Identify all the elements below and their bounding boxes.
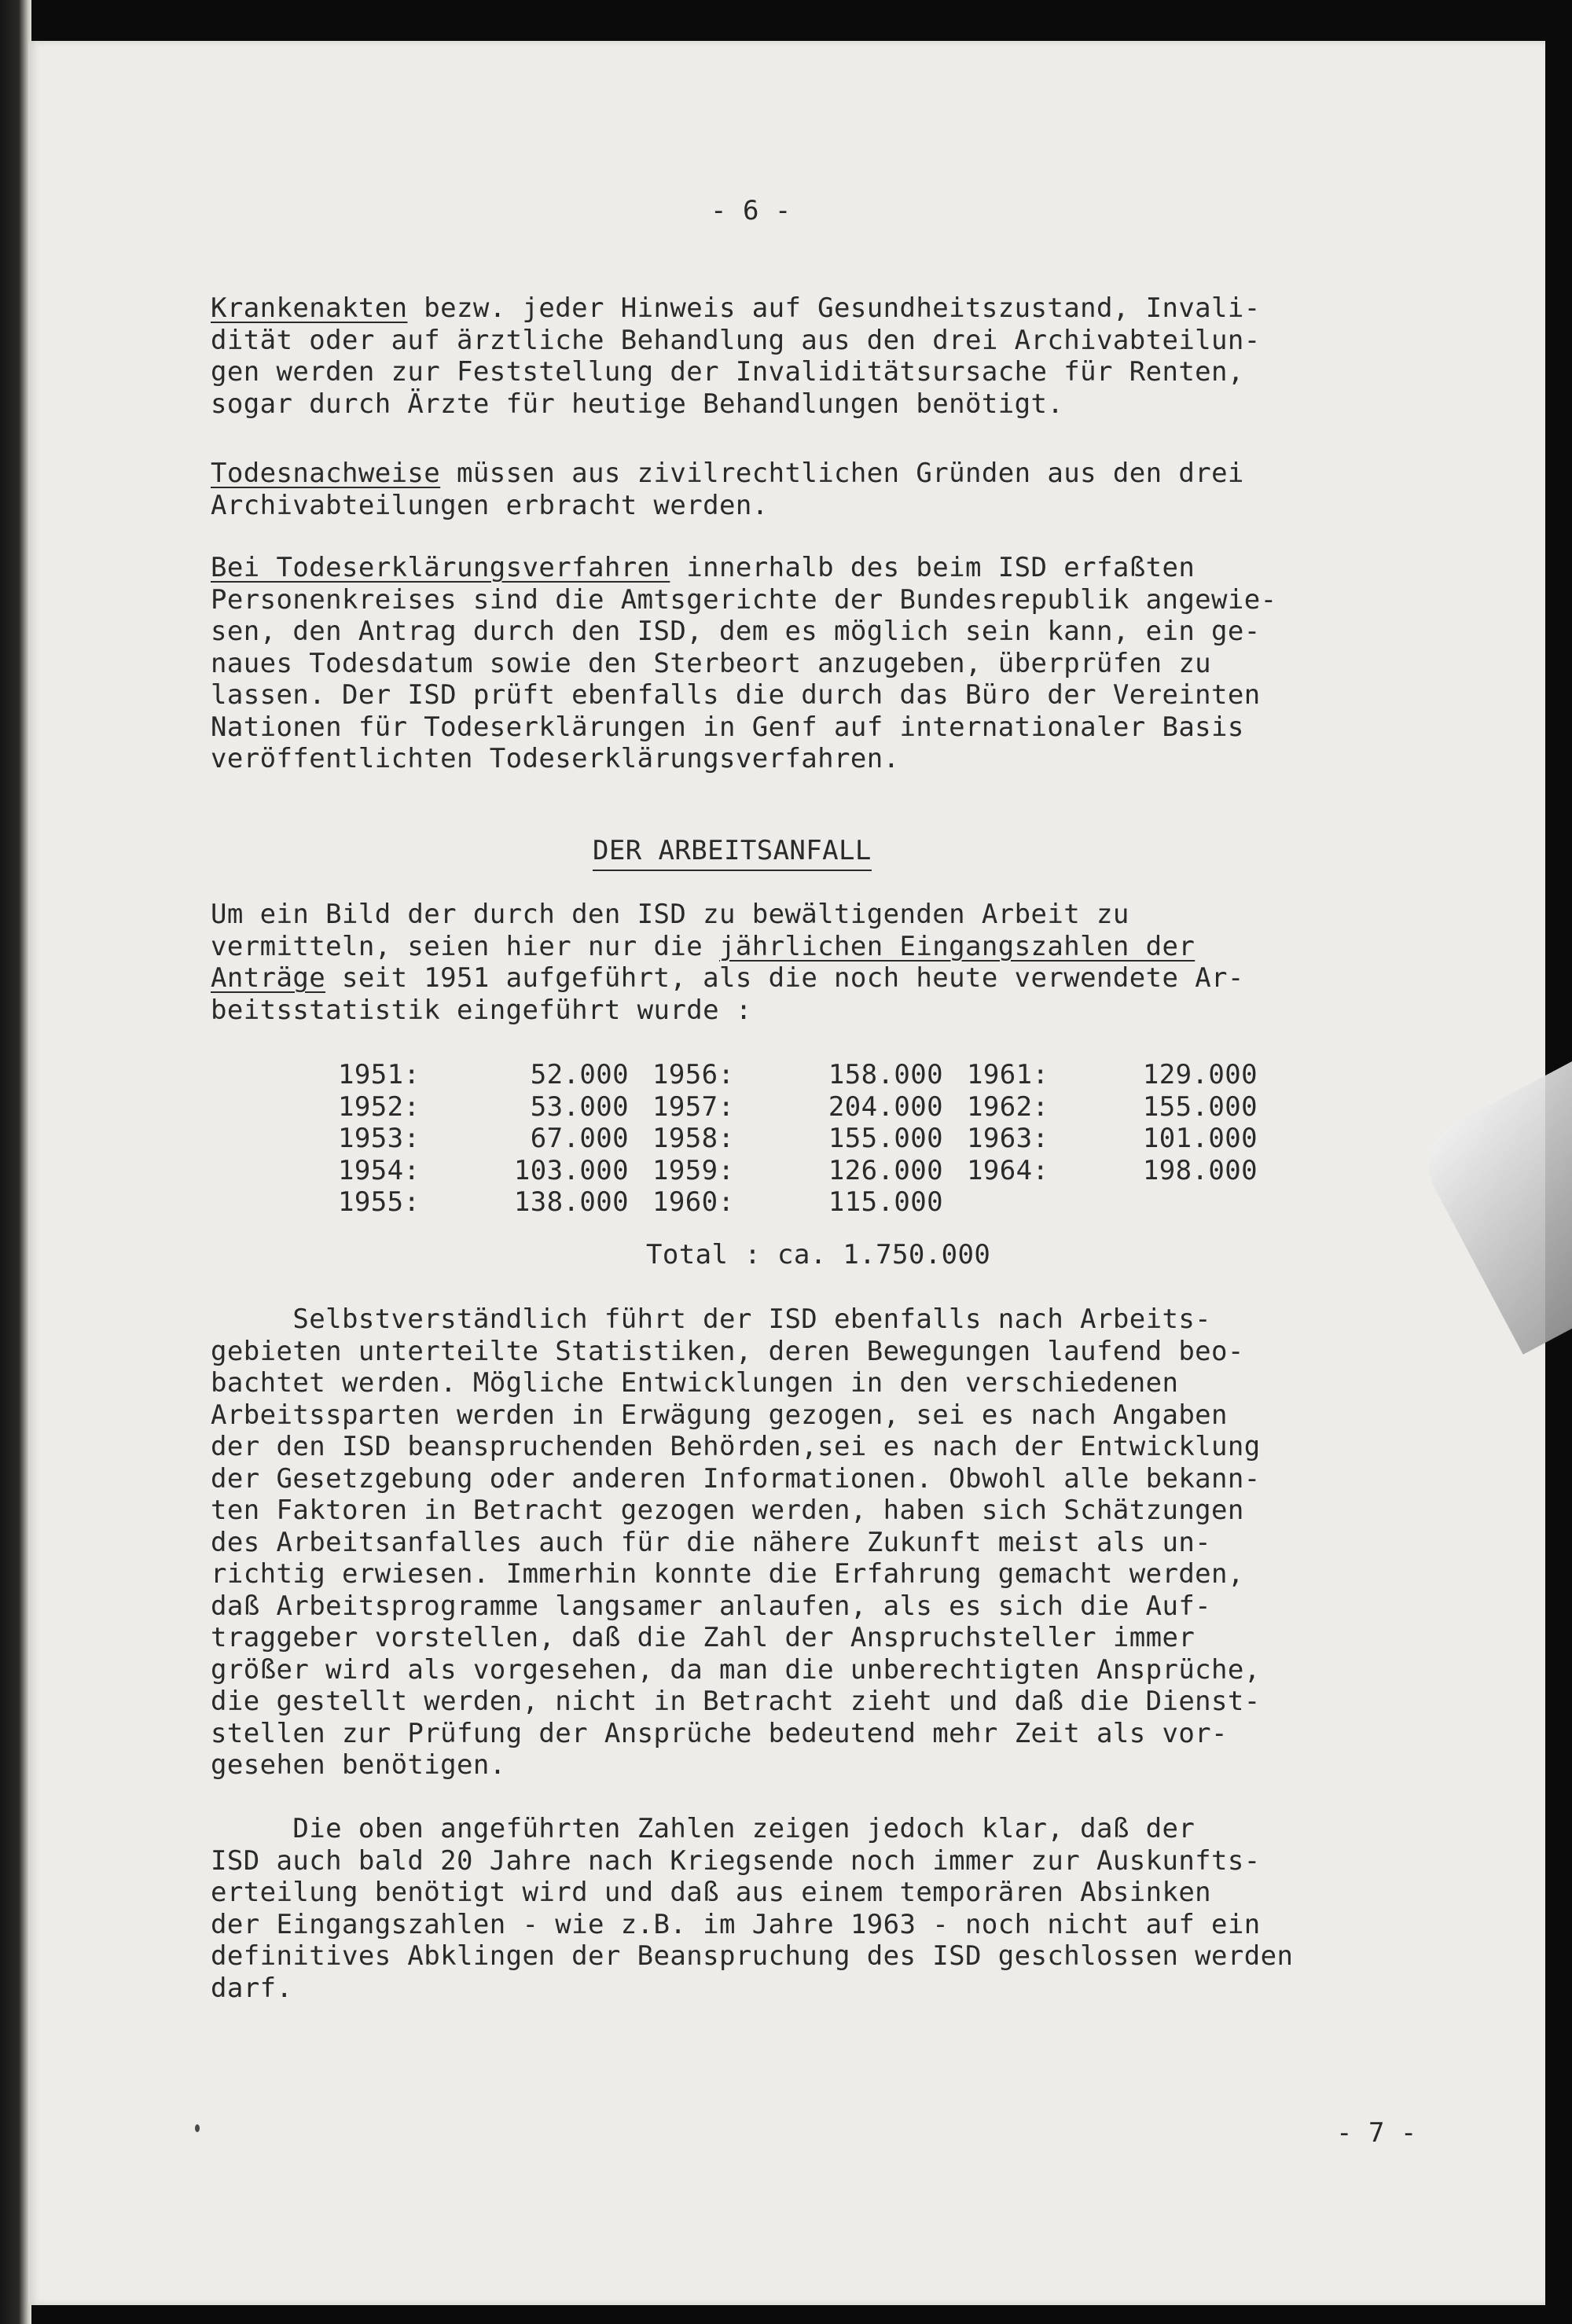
- year-cell: 1951:: [338, 1059, 421, 1091]
- count-cell: [1077, 1186, 1281, 1219]
- paragraph-krankenakten: [211, 292, 1335, 420]
- paragraph-statistiken: [211, 1304, 1335, 1782]
- count-cell: 53.000: [530, 1090, 629, 1123]
- year-cell: 1957:: [652, 1090, 735, 1123]
- year-cell: 1962:: [967, 1090, 1049, 1123]
- count-cell: 155.000: [1142, 1090, 1258, 1123]
- text-line: sogar durch Ärzte für heutige Behandlungen benötigt.: [211, 388, 1064, 420]
- text-line: ISD auch bald 20 Jahre nach Kriegsende noch immer zur Auskunfts-: [211, 1844, 1261, 1877]
- statistics-row: [338, 1186, 1281, 1219]
- paragraph-todesnachweise: [211, 458, 1335, 521]
- year-cell: 1952:: [338, 1090, 421, 1123]
- text-line: stellen zur Prüfung der Ansprüche bedeutend mehr Zeit als vor-: [211, 1717, 1228, 1749]
- year-cell: 1954:: [338, 1154, 421, 1186]
- year-cell: 1956:: [652, 1059, 735, 1091]
- term-todesnachweise: Todesnachweise: [211, 458, 441, 489]
- text-line: der den ISD beanspruchenden Behörden,sei es nach der Entwicklung: [211, 1431, 1261, 1462]
- yearly-statistics-table: [338, 1059, 1281, 1219]
- year-cell: 1961:: [967, 1059, 1049, 1091]
- statistics-total: Total : ca. 1.750.000: [646, 1239, 991, 1270]
- text-line: lassen. Der ISD prüft ebenfalls die durch das Büro der Vereinten: [211, 679, 1261, 711]
- count-cell: 204.000: [828, 1090, 943, 1123]
- count-cell: 138.000: [513, 1186, 629, 1219]
- book-spine: [0, 0, 31, 2324]
- text-line: richtig erwiesen. Immerhin konnte die Erfahrung gemacht werden,: [211, 1558, 1244, 1590]
- underlined-phrase: Anträge: [211, 962, 326, 994]
- section-heading: [593, 835, 872, 866]
- count-cell: 101.000: [1142, 1123, 1258, 1155]
- text-line: seit 1951 aufgeführt, als die noch heute verwendete Ar-: [325, 962, 1244, 994]
- next-page-number: - 7 -: [1336, 2117, 1417, 2149]
- year-cell: 1955:: [338, 1186, 421, 1219]
- text-line: darf.: [211, 1972, 293, 2004]
- text-line: Archivabteilungen erbracht werden.: [211, 489, 769, 521]
- paragraph-schluss: [211, 1813, 1335, 2004]
- text-line: Nationen für Todeserklärungen in Genf auf internationaler Basis: [211, 711, 1244, 743]
- text-line: Die oben angeführten Zahlen zeigen jedoch klar, daß der: [211, 1813, 1196, 1844]
- text-line: Personenkreises sind die Amtsgerichte der Bundesrepublik angewie-: [211, 583, 1277, 616]
- year-cell: 1953:: [338, 1123, 421, 1155]
- statistics-row: [338, 1091, 1281, 1123]
- text-line: müssen aus zivilrechtlichen Gründen aus den drei: [440, 458, 1244, 489]
- text-line: daß Arbeitsprogramme langsamer anlaufen, als es sich die Auf-: [211, 1590, 1212, 1622]
- text-line: Selbstverständlich führt der ISD ebenfalls nach Arbeits-: [211, 1304, 1212, 1335]
- text-line: gebieten unterteilte Statistiken, deren Bewegungen laufend beo-: [211, 1335, 1244, 1367]
- text-line: der Eingangszahlen - wie z.B. im Jahre 1963 - noch nicht auf ein: [211, 1908, 1261, 1940]
- count-cell: 126.000: [828, 1154, 943, 1186]
- text-line: naues Todesdatum sowie den Sterbeort anzugeben, überprüfen zu: [211, 647, 1212, 679]
- text-line: gen werden zur Feststellung der Invaliditätsursache für Renten,: [211, 356, 1244, 388]
- year-cell: 1959:: [652, 1154, 735, 1186]
- text-line: die gestellt werden, nicht in Betracht zieht und daß die Dienst-: [211, 1686, 1261, 1717]
- term-krankenakten: Krankenakten: [211, 292, 408, 324]
- term-todeserklaerungsverfahren: Bei Todeserklärungsverfahren: [211, 552, 670, 583]
- text-line: definitives Abklingen der Beanspruchung des ISD geschlossen werden: [211, 1940, 1294, 1972]
- ink-spot: [195, 2124, 200, 2132]
- paragraph-todeserklaerung: [211, 552, 1335, 775]
- text-line: sen, den Antrag durch den ISD, dem es möglich sein kann, ein ge-: [211, 616, 1261, 647]
- page-number: - 6 -: [711, 195, 792, 226]
- text-line: der Gesetzgebung oder anderen Informationen. Obwohl alle bekann-: [211, 1462, 1261, 1495]
- text-line: bezw. jeder Hinweis auf Gesundheitszustand, Invali-: [407, 292, 1261, 324]
- text-line: traggeber vorstellen, daß die Zahl der Anspruchsteller immer: [211, 1622, 1196, 1653]
- text-line: vermitteln, seien hier nur die: [211, 930, 719, 962]
- count-cell: 103.000: [513, 1154, 629, 1186]
- statistics-row: [338, 1155, 1281, 1187]
- text-line: innerhalb des beim ISD erfaßten: [670, 552, 1196, 583]
- text-line: Arbeitssparten werden in Erwägung gezogen, sei es nach Angaben: [211, 1399, 1228, 1431]
- text-line: dität oder auf ärztliche Behandlung aus den drei Archivabteilun-: [211, 324, 1261, 356]
- text-line: Um ein Bild der durch den ISD zu bewältigenden Arbeit zu: [211, 899, 1129, 930]
- text-line: bachtet werden. Mögliche Entwicklungen in den verschiedenen: [211, 1367, 1179, 1399]
- paragraph-intro: [211, 899, 1335, 1026]
- text-line: erteilung benötigt wird und daß aus einem temporären Absinken: [211, 1877, 1212, 1908]
- year-cell: 1963:: [967, 1123, 1049, 1155]
- count-cell: 67.000: [530, 1123, 629, 1155]
- count-cell: 52.000: [530, 1059, 629, 1091]
- year-cell: 1964:: [967, 1154, 1049, 1186]
- section-heading-text: DER ARBEITSANFALL: [593, 835, 872, 871]
- text-line: gesehen benötigen.: [211, 1749, 506, 1781]
- text-line: des Arbeitsanfalles auch für die nähere Zukunft meist als un-: [211, 1526, 1212, 1558]
- statistics-row: [338, 1123, 1281, 1155]
- year-cell: [967, 1186, 1077, 1219]
- text-line: veröffentlichten Todeserklärungsverfahren.: [211, 743, 900, 774]
- year-cell: 1958:: [652, 1123, 735, 1155]
- underlined-phrase: jährlichen Eingangszahlen der: [718, 930, 1196, 962]
- text-line: beitsstatistik eingeführt wurde :: [211, 994, 752, 1026]
- count-cell: 115.000: [828, 1186, 943, 1219]
- year-cell: 1960:: [652, 1186, 735, 1219]
- text-line: größer wird als vorgesehen, da man die unberechtigten Ansprüche,: [211, 1653, 1261, 1686]
- count-cell: 155.000: [828, 1123, 943, 1155]
- count-cell: 198.000: [1142, 1154, 1258, 1186]
- count-cell: 158.000: [828, 1059, 943, 1091]
- text-line: ten Faktoren in Betracht gezogen werden, haben sich Schätzungen: [211, 1495, 1244, 1526]
- statistics-row: [338, 1059, 1281, 1091]
- count-cell: 129.000: [1142, 1059, 1258, 1091]
